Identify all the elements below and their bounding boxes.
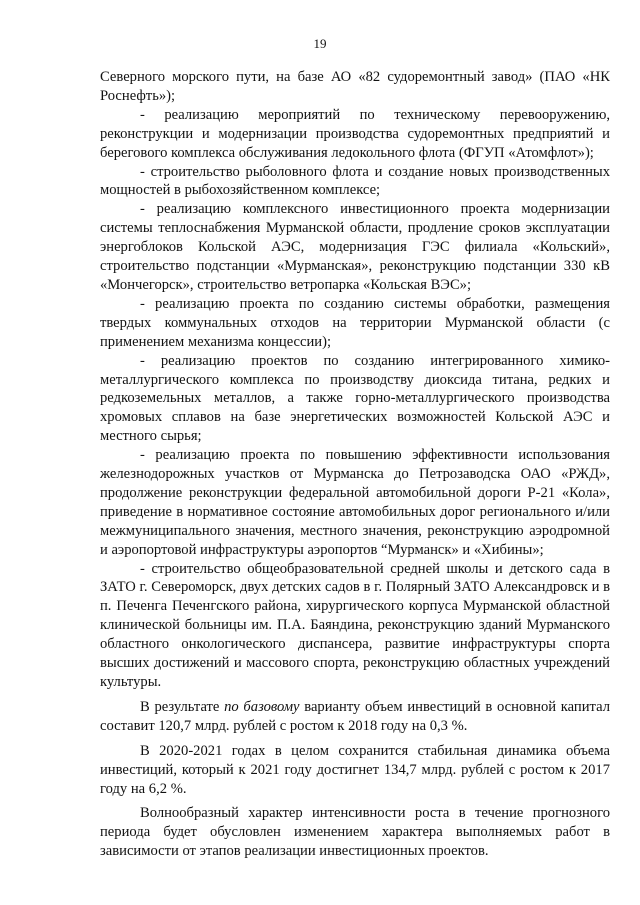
paragraph-growth-character: Волнообразный характер интенсивности роста в течение прогнозного периода будет обусловлен изменением характера выполняемых работ в зависимости от этапов реализации инвестиционных проектов. — [100, 805, 610, 860]
page-number: 19 — [313, 36, 327, 51]
paragraph-fishing-fleet: - строительство рыболовного флота и создание новых производственных мощностей в рыбохозяйственном комплексе; — [100, 163, 610, 199]
paragraph-2020-2021-dynamics: В 2020-2021 годах в целом сохранится стабильная динамика объема инвестиций, который к 2021 году достигнет 134,7 млрд. рублей с ростом к 2017 году на 6,2 %. — [100, 742, 610, 797]
paragraph-base-scenario — [100, 698, 610, 736]
paragraph-waste-management: - реализацию проекта по созданию системы обработки, размещения твердых коммунальных отходов на территории Мурманской области (с применением механизма концессии); — [100, 295, 610, 350]
paragraph-transport-infrastructure: - реализацию проекта по повышению эффективности использования железнодорожных участков от Мурманска до Петрозаводска ОАО «РЖД», продолжение реконструкции федеральной автомобильной дороги Р-21 «Кола», приведение в нормативное состояние автомобильных дорог регионального и/или межмуниципального значения, местного значения, реконструкцию аэродромной и аэропортовой инфраструктуры аэропортов “Мурманск» и «Хибины»; — [100, 447, 610, 558]
result-text-italic: по базовому — [224, 698, 300, 715]
paragraph-northern-sea-route: Северного морского пути, на базе АО «82 судоремонтный завод» (ПАО «НК Роснефть»); — [100, 69, 610, 104]
result-text-end: варианту объем инвестиций в основной капитал составит 120,7 млрд. рублей с ростом к 2018 году на 0,3 %. — [100, 698, 610, 734]
paragraph-chemical-metallurgy: - реализацию проектов по созданию интегрированного химико-металлургического комплекса по производству диоксида титана, редких и редкоземельных металлов, а также горно-металлургического производства хромовых сплавов на базе энергетических возможностей Кольской АЭС и местного сырья; — [100, 352, 610, 445]
paragraph-shiprepair-modernization: - реализацию мероприятий по техническому перевооружению, реконструкции и модернизации производства судоремонтных предприятий и берегового комплекса обслуживания ледокольного флота (ФГУП «Атомфлот»); — [100, 106, 610, 161]
paragraph-social-construction: - строительство общеобразовательной средней школы и детского сада в ЗАТО г. Североморск, двух детских садов в г. Полярный ЗАТО Александровск и в п. Печенга Печенгского района, хирургического корпуса Мурманской областной клинической больницы им. П.А. Баяндина, реконструкцию зданий Мурманского областного онкологического диспансера, развитие инфраструктуры спорта высших достижений и массового спорта, реконструкцию областных учреждений культуры. — [100, 560, 610, 690]
result-text-start: В результате — [140, 698, 225, 715]
paragraph-energy-project: - реализацию комплексного инвестиционного проекта модернизации системы теплоснабжения Мурманской области, продление сроков эксплуатации энергоблоков Кольской АЭС, модернизация ГЭС филиала «Кольский», строительство подстанции «Мурманская», реконструкцию подстанции 330 кВ «Мончегорск», строительство ветропарка «Кольская ВЭС»; — [100, 201, 610, 293]
